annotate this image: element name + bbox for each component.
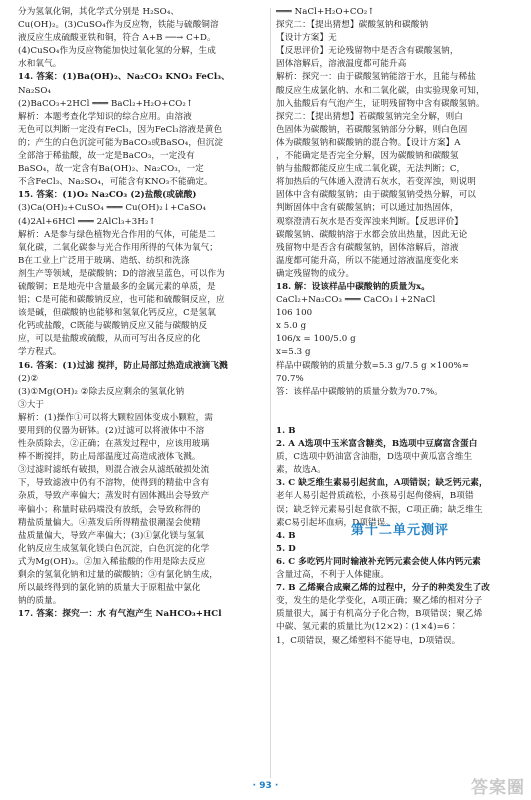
unit-title: 第十二单元测评 — [350, 523, 449, 538]
left_column-line: 下，导致滤液中仍有不溶物，使得到的精盐中含有 — [18, 478, 210, 489]
right_column-line: x=5.3 g — [276, 347, 311, 358]
column-divider — [270, 8, 271, 778]
right_column-line: 1，C项错误，聚乙烯塑料不能导电，D项错误。 — [276, 635, 461, 646]
left_column-line: 应，可以是盐酸或硫酸，从而可写出各反应的化 — [18, 334, 201, 345]
left_column-line: 全部溶于稀盐酸，故一定是BaCO₃，一定没有 — [18, 151, 195, 162]
right_column-line: 5. D — [276, 543, 296, 554]
right-column — [276, 6, 524, 648]
left_column-line: ③大于 — [18, 399, 45, 410]
left_column-line: 学方程式。 — [18, 347, 62, 358]
right_column-line: 1. B — [276, 426, 296, 436]
right_column-line — [276, 399, 524, 412]
left_column-line: B在工业上广泛用于玻璃、造纸、纺织和洗涤 — [18, 255, 190, 266]
left_column-line: 17. 答案：探究一：水 有气泡产生 NaHCO₃+HCl — [18, 609, 222, 620]
right_column-line: 探究二：【提出猜想】若碳酸氢钠完全分解，则白 — [276, 111, 463, 122]
right_column-line: 色固体为碳酸钠，若碳酸氢钠部分分解，则白色固 — [276, 124, 468, 135]
right_column-line: 老年人易引起骨质疏松，小孩易引起佝偻病，B项错 — [276, 491, 474, 502]
right_column-line: x 5.0 g — [276, 321, 307, 332]
page-number: · 93 · — [252, 781, 279, 791]
right_column-line: 变，发生的是化学变化，A项正确；聚乙烯的相对分子 — [276, 596, 483, 607]
left_column-line: 式为Mg(OH)₂。②加入稀盐酸的作用是除去反应 — [18, 556, 206, 567]
right_column-line: 固体中含有碳酸氢钠；由于碳酸氢钠受热分解，可以 — [276, 190, 476, 201]
right_column-line: 素C易引起坏血病，D项错误。 — [276, 517, 394, 528]
left_column-line: 要用到的仪器为研钵。(2)过滤可以将液体中不溶 — [18, 426, 205, 436]
right_column-line: 误；缺乏锌元素易引起食欲不振，C项正确；缺乏维生 — [276, 504, 483, 515]
left_column-line: 不含FeCl₃、Na₂SO₄，可能含有KNO₃不能确定。 — [18, 177, 213, 188]
right_column-line: 将加热后的气体通入澄清石灰水，若变浑浊，则说明 — [276, 177, 476, 188]
right_column-line: 钠与盐酸都能反应生成二氧化碳，无法判断；C， — [276, 164, 466, 175]
right_column-line: 探究二：【提出猜想】碳酸氢钠和碳酸钠 — [276, 20, 429, 31]
right_column-line: 答：该样品中碳酸钠的质量分数为70.7%。 — [276, 386, 443, 397]
left_column-line: 钠的质量。 — [18, 596, 62, 607]
left_column-line: 盐质量偏大，导致产率偏大；(3)①氯化镁与氢氧 — [18, 530, 205, 541]
left_column-line: ③过滤时滤纸有破损，则混合液会从滤纸破损处流 — [18, 465, 210, 476]
left_column-line: 解析：(1)操作①可以将大颗粒固体变成小颗粒，需 — [18, 412, 214, 423]
left_column-line: 棒不断搅拌，防止局部温度过高造成液体飞溅。 — [18, 452, 201, 463]
right_column-line: 70.7% — [276, 373, 304, 384]
right_column-line: 106/x = 100/5.0 g — [276, 334, 356, 345]
left_column-line: 16. 答案：(1)过滤 搅拌，防止局部过热造成液滴飞溅 — [18, 360, 228, 371]
right_column-line: 温度都可能升高，所以不能通过溶液温度变化来 — [276, 255, 459, 266]
left_column-line: 化钙或盐酸，C既能与碳酸钠反应又能与碳酸钠反 — [18, 321, 208, 332]
right_column-line: ，不能确定是否完全分解，因为碳酸钠和碳酸氢 — [276, 151, 459, 162]
right_column-line: 残留物中是否含有碳酸氢钠，固体溶解后，溶液 — [276, 242, 459, 253]
right_column-line: CaCl₂+Na₂CO₃ ═══ CaCO₃↓+2NaCl — [276, 295, 436, 306]
right_column-line: 【反思评价】无论残留物中是否含有碳酸氢钠， — [276, 46, 459, 57]
right_column-line: 观察澄清石灰水是否变浑浊来判断。【反思评价】 — [276, 216, 463, 227]
left_column-line: 化钠反应生成氢氧化镁白色沉淀，白色沉淀的化学 — [18, 543, 210, 554]
right_column-line: 样品中碳酸钠的质量分数=5.3 g/7.5 g ×100%≈ — [276, 360, 470, 371]
left_column-line: (2)② — [18, 373, 39, 384]
right_column-line: 碳酸氢钠、碳酸钠溶于水都会放出热量，因此无论 — [276, 229, 468, 240]
left_column-line: 分为氢氧化铜，其化学式分别是 H₂SO₄、 — [18, 7, 180, 17]
left_column-line: 性杂质除去，②正确；在蒸发过程中，应该用玻璃 — [18, 439, 210, 450]
right_column-line: 18. 解：设该样品中碳酸钠的质量为x。 — [276, 281, 430, 292]
right_column-line: 质量很大，属于有机高分子化合物，B项错误；聚乙烯 — [276, 609, 483, 620]
left_column-line: 剂生产等领域，是碳酸钠；D的溶液呈蓝色，可以作为 — [18, 268, 225, 279]
watermark-logo: 答案圈 — [471, 778, 525, 798]
right_column-line: 解析：探究一：由于碳酸氢钠能溶于水，且能与稀盐 — [276, 72, 476, 83]
left_column-line: (4)CuSO₄作为反应物能加快过氧化氢的分解，生成 — [18, 46, 216, 57]
left_column-line: Cu(OH)₂。(3)CuSO₄作为反应物，铁能与硫酸铜溶 — [18, 20, 219, 31]
right_column-line: 6. C 多吃钙片同时输液补充钙元素会使人体内钙元素 — [276, 556, 481, 567]
left_column-line: (2)BaCO₃+2HCl ═══ BaCl₂+H₂O+CO₂↑ — [18, 98, 194, 109]
left_column-line: 解析：A是参与绿色植物光合作用的气体，可能是二 — [18, 229, 216, 240]
left_column-line: 所以最终得到的氯化钠的质量大于原粗盐中氯化 — [18, 583, 201, 594]
left_column-line: (3)①Mg(OH)₂ ②除去反应剩余的氢氧化钠 — [18, 386, 185, 397]
left_column-line: Na₂SO₄ — [18, 85, 52, 96]
right_column-line: 2. A A选项中玉米富含糖类，B选项中豆腐富含蛋白 — [276, 439, 478, 450]
left_column-line: BaSO₄，故一定含有Ba(OH)₂、Na₂CO₃，一定 — [18, 164, 204, 175]
left_column-line: 率偏小；称量时砝码端没有放纸，会导致称得的 — [18, 504, 201, 515]
left_column-line: 铝；C是可能和碳酸钠反应，也可能和硫酸铜反应，应 — [18, 295, 225, 306]
right_column-line: 加入盐酸后有气泡产生，证明残留物中含有碳酸氢钠。 — [276, 98, 485, 109]
left-column — [18, 6, 266, 621]
left_column-line: 剩余的氢氧化钠和过量的碳酸钠；③有氯化钠生成， — [18, 570, 218, 581]
right_column-line: 体为碳酸氢钠和碳酸钠的混合物。【设计方案】A — [276, 137, 461, 148]
left_column-line: 14. 答案：(1)Ba(OH)₂、Na₂CO₃ KNO₃ FeCl₃、 — [18, 72, 230, 83]
right_column-line: 确定残留物的成分。 — [276, 268, 355, 279]
left_column-line: (3)Ca(OH)₂+CuSO₄ ═══ Cu(OH)₂↓+CaSO₄ — [18, 203, 207, 214]
right_column-line: 酸反应生成氯化钠、水和二氧化碳，由实验现象可知， — [276, 85, 485, 96]
right_column-line: 【设计方案】无 — [276, 33, 337, 44]
left_column-line: 解析：本题考查化学知识的综合应用。由溶液 — [18, 111, 192, 122]
right_column-line: ═══ NaCl+H₂O+CO₂↑ — [276, 7, 375, 17]
right_column-line: 3. C 缺乏维生素易引起贫血，A项错误；缺乏钙元素， — [276, 478, 488, 489]
right_column-line: 106 100 — [276, 308, 313, 319]
right_column-line: 素，故选A。 — [276, 465, 326, 476]
left_column-line: 氧化碳，二氧化碳参与光合作用所得的气体为氧气； — [18, 242, 218, 253]
left_column-line: 水和氧气。 — [18, 59, 62, 70]
left_column-line: 该是碱，但碳酸钠也能够和氢氧化钙反应，C是氢氧 — [18, 308, 216, 319]
left_column-line: 精盐质量偏大。④蒸发后所得精盐很潮湿会使精 — [18, 517, 201, 528]
right_column-line: 固体溶解后，溶液温度都可能升高 — [276, 59, 407, 70]
left_column-line: (4)2Al+6HCl ═══ 2AlCl₃+3H₂↑ — [18, 216, 156, 227]
right_column-line: 判断固体中含有碳酸氢钠；可以通过加热固体， — [276, 203, 459, 214]
right_column-line: 7. B 乙烯聚合成聚乙烯的过程中，分子的种类发生了改 — [276, 583, 490, 594]
left_column-line: 硫酸铜；E是地壳中含量最多的金属元素的单质，是 — [18, 281, 216, 292]
right_column-line: 质，C选项中奶油富含油脂，D选项中黄瓜富含维生 — [276, 452, 473, 463]
left_column-line: 无色可以判断一定没有FeCl₃，因为FeCl₃溶液是黄色 — [18, 124, 223, 135]
left_column-line: 15. 答案：(1)O₂ Na₂CO₃ (2)盐酸(或硫酸) — [18, 190, 197, 201]
left_column-line: 杂质，导致产率偏大；蒸发时有固体溅出会导致产 — [18, 491, 210, 502]
right_column-line: 中碳、氢元素的质量比为(12×2)∶(1×4)=6∶ — [276, 622, 459, 633]
right_column-line: 4. B — [276, 530, 296, 541]
right_column-line: 含量过高，不利于人体健康。 — [276, 570, 390, 581]
left_column-line: 液反应生成硫酸亚铁和铜，符合 A+B ──→ C+D。 — [18, 33, 216, 44]
right_column-line — [276, 412, 524, 425]
left_column-line: 的；产生的白色沉淀可能为BaCO₃或BaSO₄，但沉淀 — [18, 137, 224, 148]
